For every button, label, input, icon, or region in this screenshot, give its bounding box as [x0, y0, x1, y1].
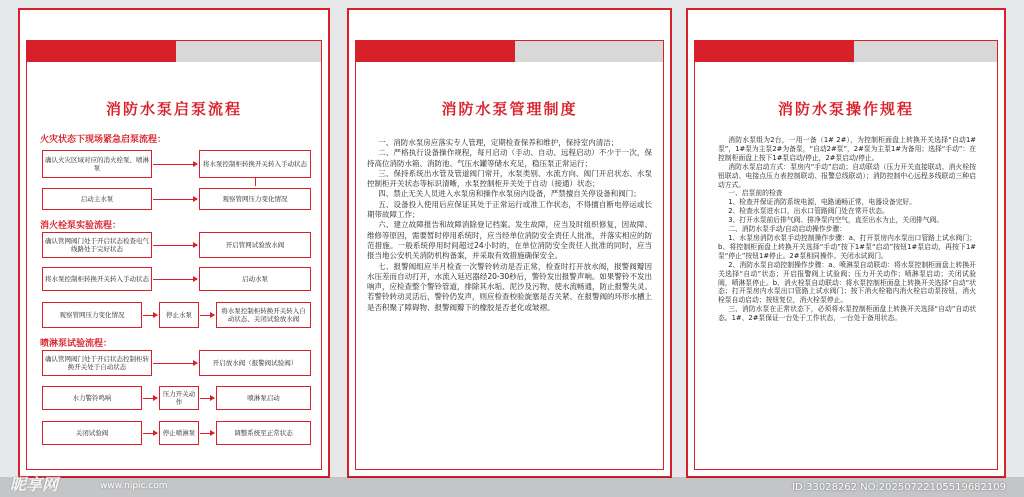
flow-box: 开启放水阀（报警阀试验阀） [199, 350, 311, 376]
page-title: 消防水泵管理制度 [441, 100, 578, 118]
procedure-paragraph: 一、启泵前的检查 [728, 189, 783, 198]
flow-box: 将水泵控制柜转换开关转入手动状态 [199, 150, 311, 178]
flow-box: 压力开关动作 [159, 386, 199, 410]
flow-box: 启动主水泵 [42, 188, 152, 210]
procedure-paragraph: 3、打开水泵前后排气阀、排净泵内空气，直至出水为止，关闭排气阀。 [728, 216, 944, 225]
procedure-paragraph: 2、检查水泵进水口，出水口管路阀门处在常开状态。 [728, 207, 889, 216]
flow-arrow [143, 433, 157, 434]
flow-box: 启动水泵 [199, 267, 311, 291]
section-title-sprinkler-test: 喷淋泵试验流程： [40, 339, 113, 349]
rule-paragraph: 二、严格执行设备操作规程，每月启动（手动、自动、远程启动）不少于一次，保持高位消防水箱、消防池、气压水罐等储水充足，稳压泵正常运行； [367, 148, 652, 168]
section-title-hydrant-test: 消火栓泵实验流程： [40, 221, 122, 231]
panel-pump-management [347, 8, 672, 478]
operation-procedures [718, 136, 976, 323]
rule-paragraph: 一、消防水泵房应落实专人管理，定期检查保养和维护，保持室内清洁； [378, 138, 619, 147]
procedure-paragraph: 三、消防水泵在正常状态下，必须将水泵控制柜面盘上转换开关选择“自动”自动状态。1#、2#泵保证一台处于工作状态，一台处于备用状态。 [718, 305, 976, 323]
rule-paragraph: 五、设备投入使用后应保证其处于正常运行或准工作状态，不得擅自断电停运或长期带故障工作； [367, 199, 652, 220]
flow-arrow [153, 164, 197, 165]
flow-box: 将水泵控制柜转换开关转入手动状态 [42, 267, 152, 291]
flow-arrow [143, 315, 157, 316]
flow-arrow [200, 433, 214, 434]
procedure-paragraph: 1、水泵房消防水泵手动控制操作步骤：a、打开泵房内水泵出口管路上试水阀门；b、将控制柜面盘上转换开关选择“手动”按下1#泵“启动”按钮1#泵启动，再按下1#泵“停止”按钮1#停止。2#泵相同操作。关闭水试阀门。 [718, 233, 976, 260]
panel-pump-operation [686, 8, 1006, 478]
flow-arrow [153, 245, 197, 246]
procedure-paragraph: 消防水泵启动方式：泵房内“手动”启动；自动联动（压力开关直接联动、消火栓按钮联动、电接点压力表控制联动、报警总线联动）；消防控制中心远程多线联动三种启动方式。 [718, 162, 976, 189]
flow-box: 观察管网压力变化情况 [199, 188, 311, 210]
watermark-id: ID:33028262 NO:20250722105519682109 [792, 482, 1006, 493]
flow-box: 停止喷淋泵 [159, 421, 199, 445]
rule-paragraph: 三、保持系统出水管及管道阀门常开，水泵类别、水流方向、阀门开启状态、水泵控制柜开关状态等标识清晰，水泵控制柜开关处于自动（接通）状态； [367, 168, 652, 189]
flow-arrow [143, 398, 157, 399]
section-title-fire-start: 火灾状态下现场紧急启泵流程： [40, 135, 167, 145]
flow-arrow [200, 315, 214, 316]
procedure-paragraph: 2、消防水泵自动控制操作步骤：a、喷淋泵自动联动：将水泵控制柜面盘上转换开关选择“自动”状态；开启报警阀上试验阀；压力开关动作；喷淋泵启动；关闭试验阀，喷淋泵停止。b、消火栓泵自动联动：将水泵控制柜面盘上转换开关选择“自动”状态；打开泵房内水泵出口管路上试水阀门；按下消火栓箱内消火栓启动泵按钮，消火栓泵自动启动；按钮复位，消火栓泵停止。 [718, 260, 976, 305]
procedure-paragraph: 1、检查并保证消防系统电源，电路通畅正常，电器设备完好。 [728, 198, 917, 207]
flow-arrow [153, 279, 197, 280]
watermark-url: www.nipic.com [100, 481, 168, 491]
flow-box: 调整系统至正常状态 [216, 421, 311, 445]
procedure-paragraph: 消防水泵组为2台，一用一备（1# 2#），为控制柜面盘上转换开关选择“自动1#泵”，1#泵为主泵2#为备泵，“自动2#泵”，2#泵为主泵1#为备用；选择“手动”：在控制柜面盘上按下1#泵启动/停止，2#泵启动/停止。 [718, 136, 977, 162]
flow-box: 水力警铃鸣响 [42, 386, 142, 410]
flow-arrow [153, 363, 197, 364]
flow-box: 确认管网阀门处于开启状态检查电气线路处于完好状态 [42, 232, 152, 258]
flow-arrow [153, 199, 197, 200]
flow-box: 喷淋泵启动 [216, 386, 311, 410]
flow-box: 观察管网压力变化情况 [42, 302, 142, 328]
page-title: 消防水泵启泵流程 [105, 100, 242, 118]
page-title: 消防水泵操作规程 [777, 100, 914, 118]
flow-box: 停止水泵 [159, 302, 199, 328]
flow-box: 开启管网试验放水阀 [199, 232, 311, 258]
flow-box: 将水泵控制柜转换开关转入自动状态、关闭试验放水阀 [216, 302, 311, 328]
flow-box: 确认管网阀门处于开启状态控制柜转换开关处于自动状态 [42, 350, 152, 376]
flow-box: 确认火灾区域对应的消火栓泵、喷淋泵 [42, 150, 152, 178]
flow-box: 关闭试验阀 [42, 421, 142, 445]
flow-line [255, 178, 256, 186]
panel-pump-start-flow [18, 8, 330, 478]
watermark-logo: 昵享网 [10, 475, 59, 494]
rule-paragraph: 六、建立故障报告和故障消除登记档案。发生故障，应当及时组织修复，因故障、维修等原因，需要暂时停用系统时，应当经单位消防安全责任人批准，并落实相应的防范措施。一般系统停用时间超过24小时的，在单位消防安全责任人批准的同时，应当报当地公安机关消防机构备案，并采取有效措施确保安全。 [367, 220, 652, 261]
flow-arrow [200, 398, 214, 399]
rule-paragraph: 七、报警阀组应半月检查一次警铃转动是否正常，检查时打开放水阀，报警阀瓣因水压差而自动打开，水流入延迟器经20-30秒后，警铃发出报警声响。如果警铃不发出响声，应检查整个警铃管道，排除其水垢、泥沙及污物，使水流畅通，防止报警失灵。若警铃转动灵活后，警铃仍发声，则应检查校验旋塞是否关紧、在报警阀的环形水槽上是否积聚了障碍物、报警阀瓣下的橡胶是否老化或皱褶。 [367, 261, 652, 312]
rule-paragraph: 四、禁止无关人员进入水泵房和操作水泵房内设备，严禁擅自关停设备和阀门； [378, 189, 641, 199]
management-rules [367, 138, 652, 313]
procedure-paragraph: 二、消防水泵手动/自动启动操作步骤： [728, 225, 847, 234]
